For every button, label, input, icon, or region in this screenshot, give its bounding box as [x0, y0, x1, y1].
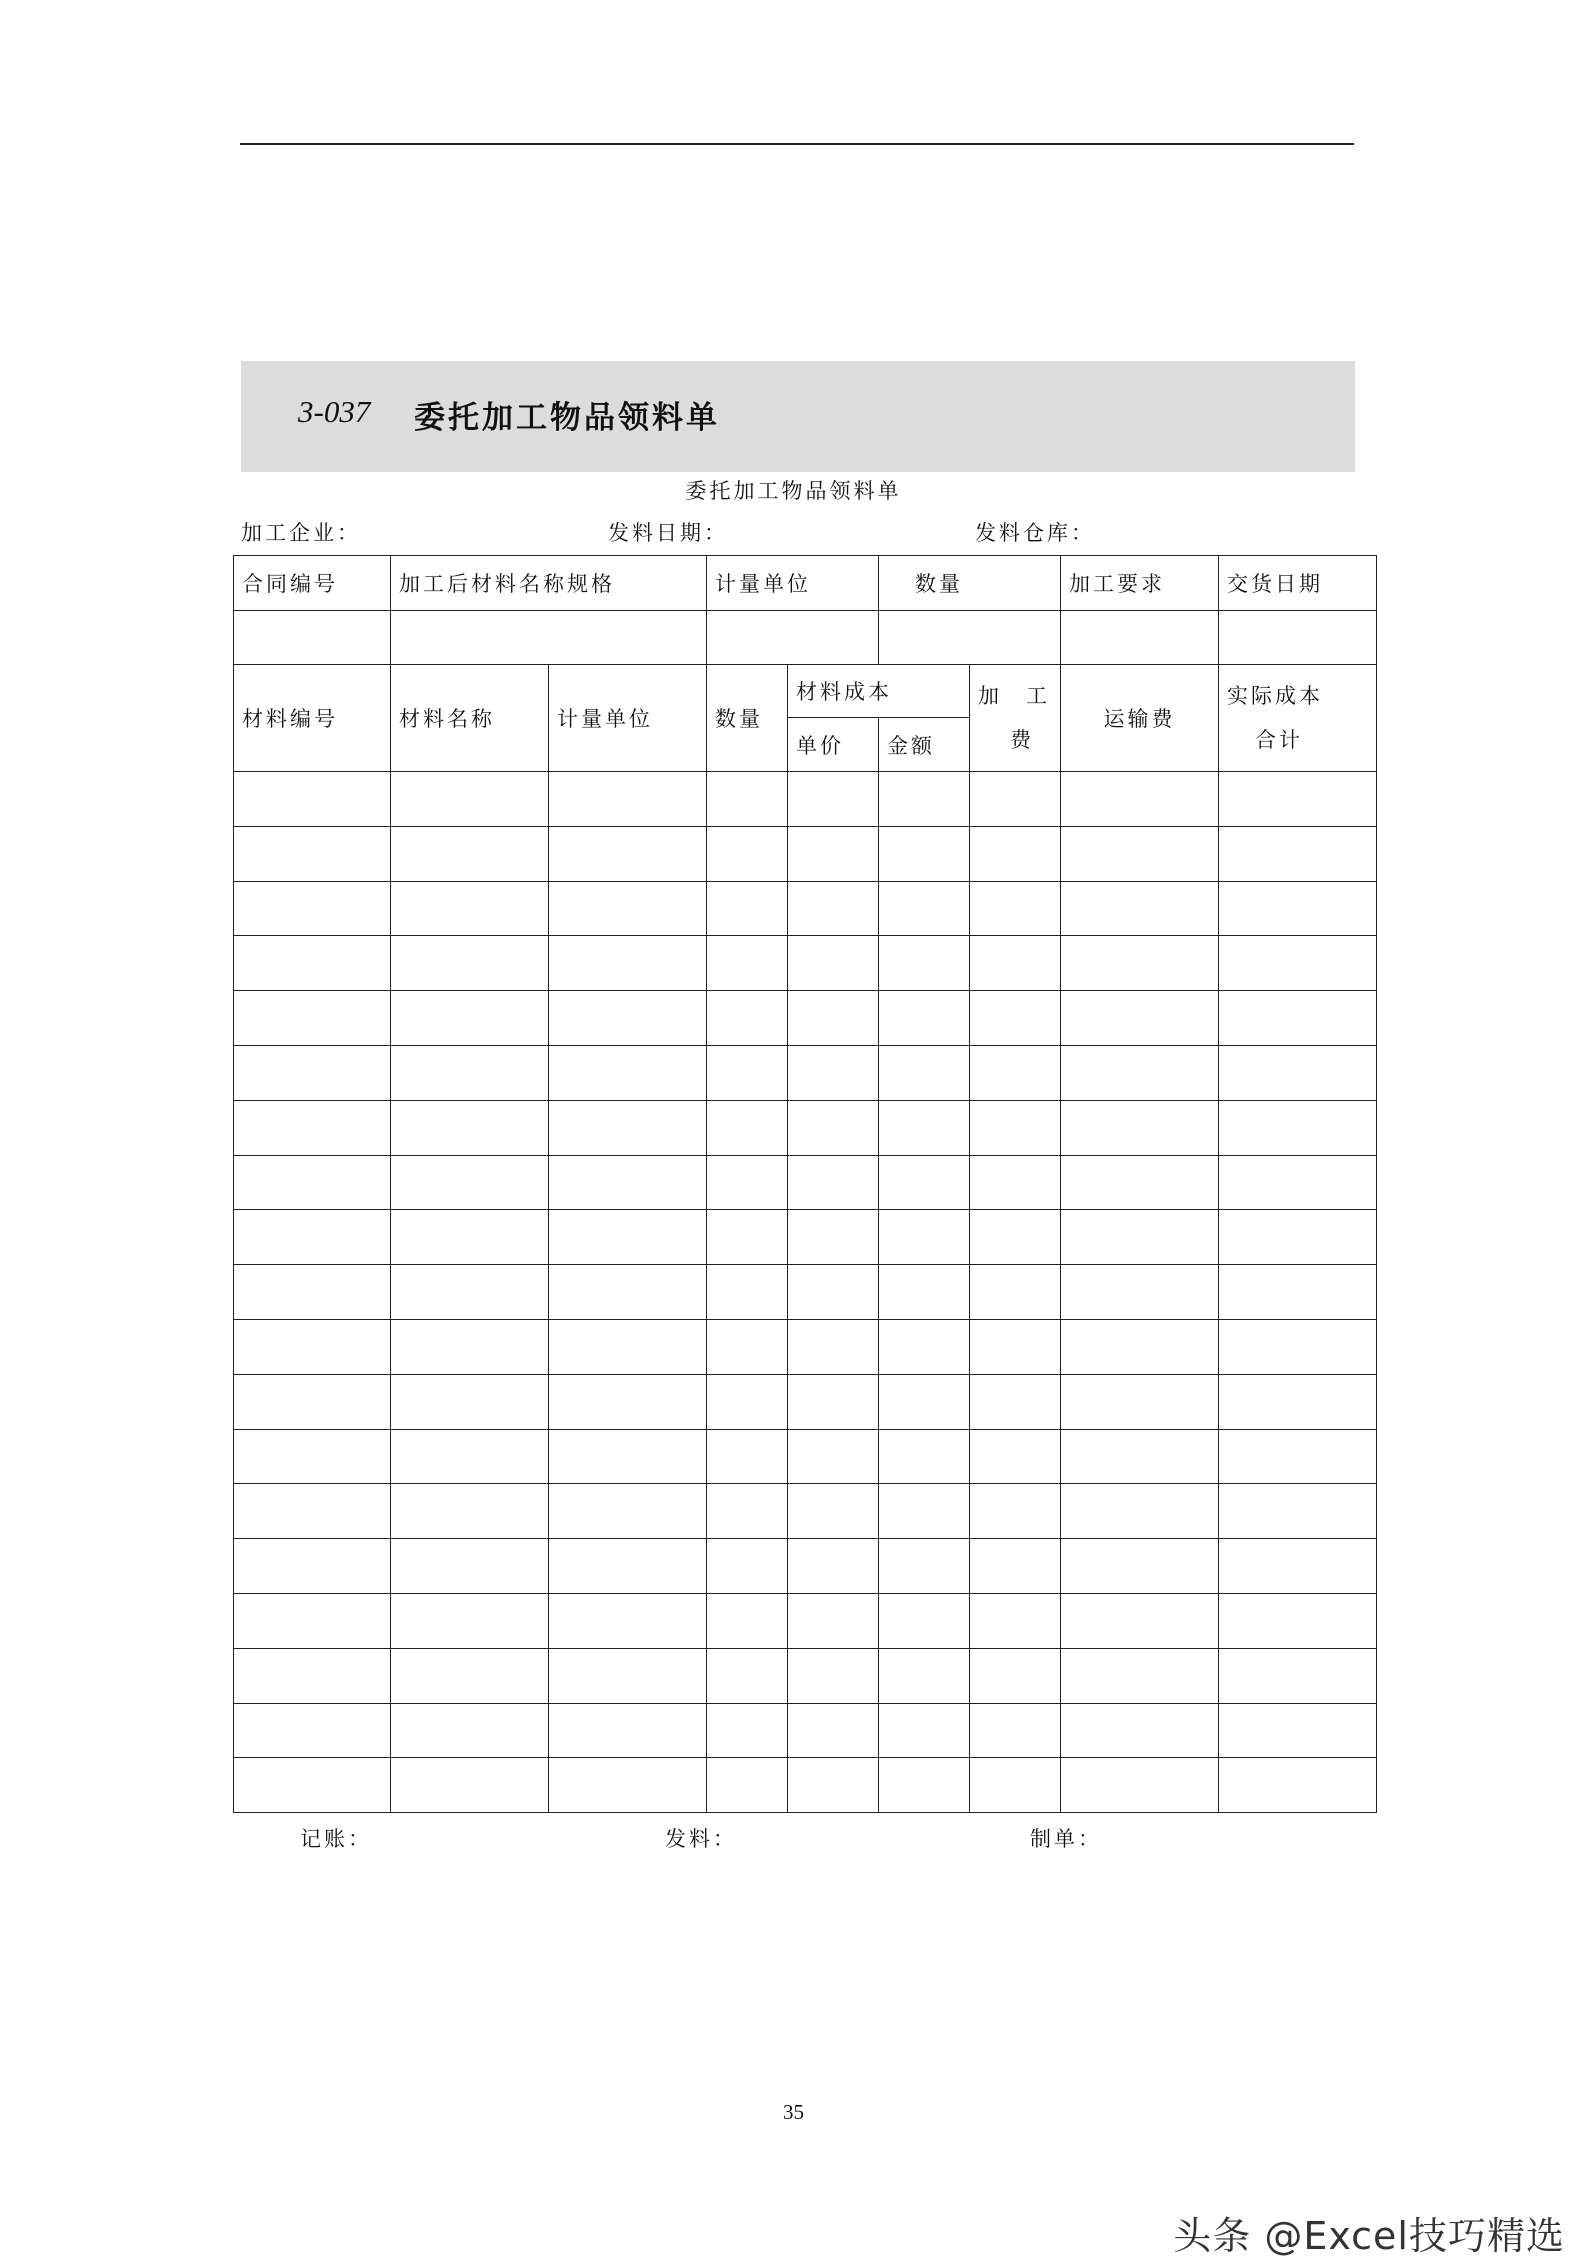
table-cell[interactable]: [391, 1374, 549, 1429]
table-cell[interactable]: [707, 1374, 788, 1429]
table-row: [234, 1539, 1377, 1594]
table-cell[interactable]: [234, 1210, 391, 1265]
table-cell[interactable]: [391, 1319, 549, 1374]
processing-fee-label-top: 加 工: [978, 684, 1050, 708]
table-cell[interactable]: [1219, 1648, 1377, 1703]
table-cell[interactable]: [1219, 1758, 1377, 1813]
table-cell[interactable]: [788, 1593, 879, 1648]
table-cell[interactable]: [707, 881, 788, 936]
material-no-header: 材料编号: [234, 665, 391, 772]
material-quantity-header: 数量: [707, 665, 788, 772]
table-cell[interactable]: [391, 1648, 549, 1703]
table-cell[interactable]: [1219, 1265, 1377, 1320]
warehouse-label: 发料仓库：: [975, 521, 1095, 545]
table-cell[interactable]: [1219, 1319, 1377, 1374]
table-cell[interactable]: [234, 1265, 391, 1320]
table-row: [234, 1703, 1377, 1758]
table-cell[interactable]: [1061, 1593, 1219, 1648]
table-cell[interactable]: [1061, 1648, 1219, 1703]
table-cell[interactable]: [1061, 1265, 1219, 1320]
table-cell[interactable]: [549, 991, 707, 1046]
table-cell[interactable]: [1061, 1374, 1219, 1429]
material-rows: [234, 772, 1377, 1813]
table-cell[interactable]: [234, 1155, 391, 1210]
processing-fee-header: [970, 665, 1061, 772]
processing-requirement-header: 加工要求: [1061, 556, 1219, 611]
contract-no-header: 合同编号: [234, 556, 391, 611]
table-cell[interactable]: [970, 1484, 1061, 1539]
processing-requirement-cell[interactable]: [1061, 611, 1219, 665]
table-cell[interactable]: [970, 1539, 1061, 1594]
table-cell[interactable]: [391, 881, 549, 936]
table-cell[interactable]: [1061, 1100, 1219, 1155]
table-cell[interactable]: [391, 1045, 549, 1100]
table-cell[interactable]: [549, 772, 707, 827]
table-cell[interactable]: [879, 1319, 970, 1374]
table-cell[interactable]: [970, 772, 1061, 827]
actual-cost-label-top: 实际成本: [1227, 684, 1323, 708]
watermark: 头条 @Excel技巧精选: [1173, 2214, 1565, 2258]
table-cell[interactable]: [970, 1758, 1061, 1813]
table-row: [234, 1429, 1377, 1484]
table-cell[interactable]: [707, 826, 788, 881]
table-cell[interactable]: [234, 1539, 391, 1594]
table-cell[interactable]: [549, 826, 707, 881]
preparer-label: 制单：: [1030, 1827, 1102, 1851]
table-cell[interactable]: [879, 1703, 970, 1758]
table-row: [234, 1648, 1377, 1703]
page-number: 35: [783, 2100, 804, 2124]
table-cell[interactable]: [788, 826, 879, 881]
table-cell[interactable]: [970, 1703, 1061, 1758]
table-cell[interactable]: [1061, 1319, 1219, 1374]
table-cell[interactable]: [1219, 936, 1377, 991]
table-cell[interactable]: [549, 1484, 707, 1539]
table-cell[interactable]: [1219, 1155, 1377, 1210]
table-row: [234, 1045, 1377, 1100]
table-cell[interactable]: [1061, 1703, 1219, 1758]
table-cell[interactable]: [707, 1265, 788, 1320]
table-cell[interactable]: [234, 1100, 391, 1155]
table-cell[interactable]: [549, 1758, 707, 1813]
delivery-date-header: 交货日期: [1219, 556, 1377, 611]
table-cell[interactable]: [707, 1648, 788, 1703]
table-cell[interactable]: [549, 1155, 707, 1210]
table-cell[interactable]: [1061, 1539, 1219, 1594]
table-cell[interactable]: [549, 1319, 707, 1374]
table-cell[interactable]: [970, 1100, 1061, 1155]
table-cell[interactable]: [879, 1155, 970, 1210]
table-cell[interactable]: [970, 936, 1061, 991]
table-cell[interactable]: [234, 991, 391, 1046]
quantity-cell[interactable]: [879, 611, 1061, 665]
table-cell[interactable]: [707, 1593, 788, 1648]
table-cell[interactable]: [788, 1100, 879, 1155]
table-cell[interactable]: [234, 881, 391, 936]
table-row: [234, 881, 1377, 936]
table-cell[interactable]: [879, 772, 970, 827]
table-cell[interactable]: [879, 1648, 970, 1703]
table-cell[interactable]: [970, 991, 1061, 1046]
unit-price-header: 单价: [788, 718, 879, 772]
table-cell[interactable]: [788, 1265, 879, 1320]
table-cell[interactable]: [1219, 1539, 1377, 1594]
company-label: 加工企业：: [241, 521, 361, 545]
table-cell[interactable]: [391, 772, 549, 827]
table-cell[interactable]: [707, 1100, 788, 1155]
table-cell[interactable]: [549, 936, 707, 991]
table-cell[interactable]: [970, 826, 1061, 881]
table-cell[interactable]: [1061, 991, 1219, 1046]
contract-header-row: [234, 556, 1377, 611]
table-cell[interactable]: [879, 1539, 970, 1594]
table-cell[interactable]: [1219, 1484, 1377, 1539]
table-cell[interactable]: [788, 772, 879, 827]
table-cell[interactable]: [879, 991, 970, 1046]
table-cell[interactable]: [788, 1648, 879, 1703]
table-cell[interactable]: [788, 1374, 879, 1429]
table-cell[interactable]: [1219, 1100, 1377, 1155]
table-row: [234, 1593, 1377, 1648]
table-cell[interactable]: [788, 881, 879, 936]
processing-fee-label-bottom: 费: [1010, 728, 1034, 752]
table-cell[interactable]: [234, 1045, 391, 1100]
table-cell[interactable]: [879, 826, 970, 881]
table-cell[interactable]: [391, 1429, 549, 1484]
requisition-table: [233, 555, 1377, 1813]
table-cell[interactable]: [970, 1374, 1061, 1429]
processed-material-cell[interactable]: [391, 611, 707, 665]
table-cell[interactable]: [707, 991, 788, 1046]
material-unit-header: 计量单位: [549, 665, 707, 772]
table-row: [234, 1758, 1377, 1813]
table-cell[interactable]: [1219, 772, 1377, 827]
issuer-label: 发料：: [665, 1827, 737, 1851]
table-cell[interactable]: [234, 1319, 391, 1374]
table-cell[interactable]: [788, 1484, 879, 1539]
table-cell[interactable]: [970, 1210, 1061, 1265]
table-cell[interactable]: [391, 936, 549, 991]
table-cell[interactable]: [234, 1703, 391, 1758]
table-row: [234, 1100, 1377, 1155]
quantity-header: 数量: [879, 556, 1061, 611]
table-cell[interactable]: [879, 1374, 970, 1429]
table-cell[interactable]: [707, 1758, 788, 1813]
table-cell[interactable]: [879, 881, 970, 936]
table-cell[interactable]: [788, 1155, 879, 1210]
table-cell[interactable]: [549, 1374, 707, 1429]
table-cell[interactable]: [879, 1210, 970, 1265]
table-cell[interactable]: [970, 1155, 1061, 1210]
table-row: [234, 1319, 1377, 1374]
unit-header: 计量单位: [707, 556, 879, 611]
table-cell[interactable]: [788, 1210, 879, 1265]
table-row: [234, 1374, 1377, 1429]
table-cell[interactable]: [1061, 1210, 1219, 1265]
table-cell[interactable]: [1219, 1374, 1377, 1429]
table-cell[interactable]: [549, 1045, 707, 1100]
table-cell[interactable]: [879, 1484, 970, 1539]
actual-cost-header: [1219, 665, 1377, 772]
table-cell[interactable]: [1061, 826, 1219, 881]
table-cell[interactable]: [391, 1155, 549, 1210]
section-title-band: [241, 361, 1355, 472]
table-cell[interactable]: [1061, 881, 1219, 936]
table-cell[interactable]: [391, 991, 549, 1046]
table-cell[interactable]: [234, 1758, 391, 1813]
table-cell[interactable]: [707, 1539, 788, 1594]
table-cell[interactable]: [879, 1265, 970, 1320]
table-cell[interactable]: [1061, 1484, 1219, 1539]
table-cell[interactable]: [1219, 881, 1377, 936]
table-cell[interactable]: [234, 772, 391, 827]
table-row: [234, 826, 1377, 881]
delivery-date-cell[interactable]: [1219, 611, 1377, 665]
table-cell[interactable]: [879, 936, 970, 991]
table-cell[interactable]: [970, 1265, 1061, 1320]
table-cell[interactable]: [391, 1210, 549, 1265]
amount-header: 金额: [879, 718, 970, 772]
table-cell[interactable]: [1219, 1593, 1377, 1648]
table-cell[interactable]: [707, 1484, 788, 1539]
table-cell[interactable]: [788, 1758, 879, 1813]
issue-date-label: 发料日期：: [608, 521, 728, 545]
table-cell[interactable]: [234, 1593, 391, 1648]
freight-header: 运输费: [1061, 665, 1219, 772]
table-cell[interactable]: [788, 1703, 879, 1758]
table-cell[interactable]: [879, 1593, 970, 1648]
table-cell[interactable]: [549, 1703, 707, 1758]
table-cell[interactable]: [1061, 1045, 1219, 1100]
table-cell[interactable]: [391, 1484, 549, 1539]
table-row: [234, 1265, 1377, 1320]
table-cell[interactable]: [234, 1484, 391, 1539]
table-cell[interactable]: [234, 1648, 391, 1703]
table-cell[interactable]: [549, 1100, 707, 1155]
table-cell[interactable]: [707, 1155, 788, 1210]
section-title: 委托加工物品领料单: [414, 400, 720, 436]
table-cell[interactable]: [391, 1100, 549, 1155]
table-cell[interactable]: [879, 1045, 970, 1100]
contract-input-row: [234, 611, 1377, 665]
table-cell[interactable]: [879, 1429, 970, 1484]
table-cell[interactable]: [391, 826, 549, 881]
table-cell[interactable]: [707, 772, 788, 827]
table-row: [234, 936, 1377, 991]
table-cell[interactable]: [788, 991, 879, 1046]
table-cell[interactable]: [788, 936, 879, 991]
material-cost-header: 材料成本: [788, 665, 970, 718]
table-cell[interactable]: [1061, 772, 1219, 827]
table-cell[interactable]: [970, 1319, 1061, 1374]
table-cell[interactable]: [879, 1758, 970, 1813]
table-cell[interactable]: [707, 1319, 788, 1374]
table-cell[interactable]: [1219, 826, 1377, 881]
table-row: [234, 1155, 1377, 1210]
form-title: 委托加工物品领料单: [685, 479, 902, 503]
contract-no-cell[interactable]: [234, 611, 391, 665]
table-cell[interactable]: [234, 936, 391, 991]
table-cell[interactable]: [970, 1593, 1061, 1648]
table-cell[interactable]: [1219, 1210, 1377, 1265]
table-cell[interactable]: [970, 1648, 1061, 1703]
table-cell[interactable]: [788, 1539, 879, 1594]
table-cell[interactable]: [234, 1429, 391, 1484]
table-cell[interactable]: [1061, 1758, 1219, 1813]
table-cell[interactable]: [234, 1374, 391, 1429]
table-cell[interactable]: [549, 1210, 707, 1265]
section-number: 3-037: [298, 394, 371, 429]
table-cell[interactable]: [391, 1265, 549, 1320]
table-cell[interactable]: [549, 1429, 707, 1484]
table-cell[interactable]: [549, 1593, 707, 1648]
table-cell[interactable]: [391, 1703, 549, 1758]
table-cell[interactable]: [234, 826, 391, 881]
table-cell[interactable]: [1219, 1045, 1377, 1100]
table-cell[interactable]: [391, 1758, 549, 1813]
table-cell[interactable]: [788, 1045, 879, 1100]
table-cell[interactable]: [707, 1703, 788, 1758]
table-cell[interactable]: [391, 1593, 549, 1648]
table-row: [234, 1210, 1377, 1265]
table-cell[interactable]: [788, 1429, 879, 1484]
material-name-header: 材料名称: [391, 665, 549, 772]
table-cell[interactable]: [391, 1539, 549, 1594]
table-cell[interactable]: [707, 1210, 788, 1265]
table-cell[interactable]: [1061, 1155, 1219, 1210]
processed-material-header: 加工后材料名称规格: [391, 556, 707, 611]
table-cell[interactable]: [707, 1045, 788, 1100]
table-cell[interactable]: [1061, 1429, 1219, 1484]
table-cell[interactable]: [1219, 1429, 1377, 1484]
bookkeeping-label: 记账：: [300, 1827, 372, 1851]
actual-cost-label-bottom: 合计: [1255, 728, 1303, 752]
material-header-row: [234, 665, 1377, 718]
table-cell[interactable]: [549, 1648, 707, 1703]
table-cell[interactable]: [707, 936, 788, 991]
table-cell[interactable]: [1061, 936, 1219, 991]
table-cell[interactable]: [970, 881, 1061, 936]
header-rule: [240, 143, 1354, 145]
table-cell[interactable]: [1219, 1703, 1377, 1758]
table-cell[interactable]: [879, 1100, 970, 1155]
table-cell[interactable]: [788, 1319, 879, 1374]
table-cell[interactable]: [549, 1539, 707, 1594]
table-row: [234, 1484, 1377, 1539]
table-cell[interactable]: [970, 1045, 1061, 1100]
table-row: [234, 991, 1377, 1046]
table-cell[interactable]: [707, 1429, 788, 1484]
table-row: [234, 772, 1377, 827]
table-cell[interactable]: [1219, 991, 1377, 1046]
table-cell[interactable]: [549, 881, 707, 936]
unit-cell[interactable]: [707, 611, 879, 665]
table-cell[interactable]: [549, 1265, 707, 1320]
table-cell[interactable]: [970, 1429, 1061, 1484]
